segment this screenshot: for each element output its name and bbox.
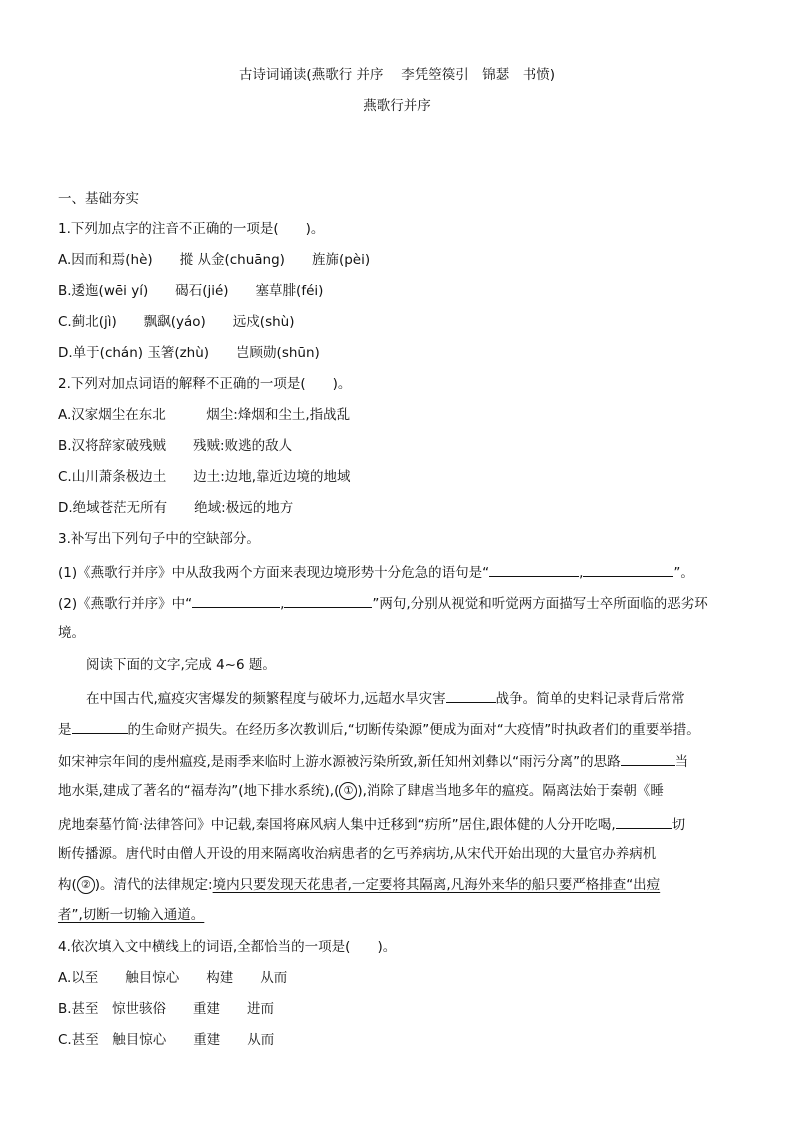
passage-line: [58, 906, 204, 924]
underlined-sentence: 者”,切断一切输入通道。: [58, 907, 205, 923]
passage-line: 在中国古代,瘟疫灾害爆发的频繁程度与破坏力,远超水旱灾害 战争。简单的史料记录背后常常: [86, 688, 685, 708]
answer-blank[interactable]: [72, 719, 128, 734]
page-title: 古诗词诵读(燕歌行 并序 李凭箜篌引 锦瑟 书愤): [238, 67, 556, 83]
answer-blank[interactable]: [616, 814, 672, 829]
answer-blank[interactable]: [446, 688, 496, 703]
passage-line: 是 的生命财产损失。在经历多次教训后,“切断传染源”便成为面对“大疫情”时执政者们的重要举措。: [58, 719, 700, 739]
page-subtitle: 燕歌行并序: [363, 98, 431, 114]
q2-option-d: D.绝域苍茫无所有 绝域:极远的地方: [58, 500, 294, 516]
passage-line: 地水渠,建成了著名的“福寿沟”(地下排水系统),( ① ),消除了肆虐当地多年的瘟疫。隔离法始于秦朝《睡: [58, 783, 664, 799]
q4-option-c: C.甚至 触目惊心 重建 从而: [58, 1032, 275, 1048]
q1-stem: 1.下列加点字的注音不正确的一项是( )。: [58, 221, 325, 237]
q1-option-b: B.逶迤(wēi yí) 碣石(jié) 塞草腓(féi): [58, 283, 324, 299]
underlined-sentence: 境内只要发现天花患者,一定要将其隔离,凡海外来华的船只要严格排查“出痘: [212, 877, 661, 893]
passage-line: 构( ② )。清代的法律规定:境内只要发现天花患者,一定要将其隔离,凡海外来华的船只要严格排查“出痘: [58, 877, 661, 893]
q2-option-a: A.汉家烟尘在东北 烟尘:烽烟和尘土,指战乱: [58, 407, 351, 423]
q1-option-a: A.因而和焉(hè) 摐 从金(chuāng) 旌旆(pèi): [58, 252, 371, 268]
passage-line: 虎地秦墓竹简·法律答问》中记载,秦国将麻风病人集中迁移到“疠所”居住,跟体健的人分开吃喝, 切: [58, 814, 685, 834]
section-heading: 一、基础夯实: [58, 191, 139, 207]
q3-item-2: (2)《燕歌行并序》中“ , ”两句,分别从视觉和听觉两方面描写士卒所面临的恶劣环: [58, 593, 708, 613]
q3-item-1: (1)《燕歌行并序》中从敌我两个方面来表现边境形势十分危急的语句是“ , ”。: [58, 562, 694, 582]
q4-option-b: B.甚至 惊世骇俗 重建 进而: [58, 1001, 275, 1017]
answer-blank[interactable]: [192, 593, 280, 608]
q3-item-2-cont: 境。: [58, 625, 85, 641]
q1-option-d: D.单于(chán) 玉箸(zhù) 岂顾勋(shūn): [58, 345, 320, 361]
q2-stem: 2.下列对加点词语的解释不正确的一项是( )。: [58, 376, 352, 392]
q4-stem: 4.依次填入文中横线上的词语,全都恰当的一项是( )。: [58, 939, 397, 955]
blank-marker-1[interactable]: ①: [339, 782, 357, 800]
q3-stem: 3.补写出下列句子中的空缺部分。: [58, 531, 260, 547]
q4-option-a: A.以至 触目惊心 构建 从而: [58, 970, 288, 986]
q1-option-c: C.蓟北(jì) 飘飖(yáo) 远戍(shù): [58, 314, 295, 330]
blank-marker-2[interactable]: ②: [77, 876, 95, 894]
passage-line: 如宋神宗年间的虔州瘟疫,是雨季来临时上游水源被污染所致,新任知州刘彝以“雨污分离”的思路 当: [58, 751, 688, 771]
q2-option-c: C.山川萧条极边土 边土:边地,靠近边境的地域: [58, 469, 351, 485]
q2-option-b: B.汉将辞家破残贼 残贼:败逃的敌人: [58, 438, 293, 454]
reading-intro: 阅读下面的文字,完成 4~6 题。: [86, 657, 276, 673]
answer-blank[interactable]: [284, 593, 372, 608]
answer-blank[interactable]: [489, 562, 579, 577]
passage-line: 断传播源。唐代时由僧人开设的用来隔离收治病患者的乞丐养病坊,从宋代开始出现的大量官办养病机: [58, 846, 657, 862]
answer-blank[interactable]: [583, 562, 673, 577]
answer-blank[interactable]: [621, 751, 675, 766]
